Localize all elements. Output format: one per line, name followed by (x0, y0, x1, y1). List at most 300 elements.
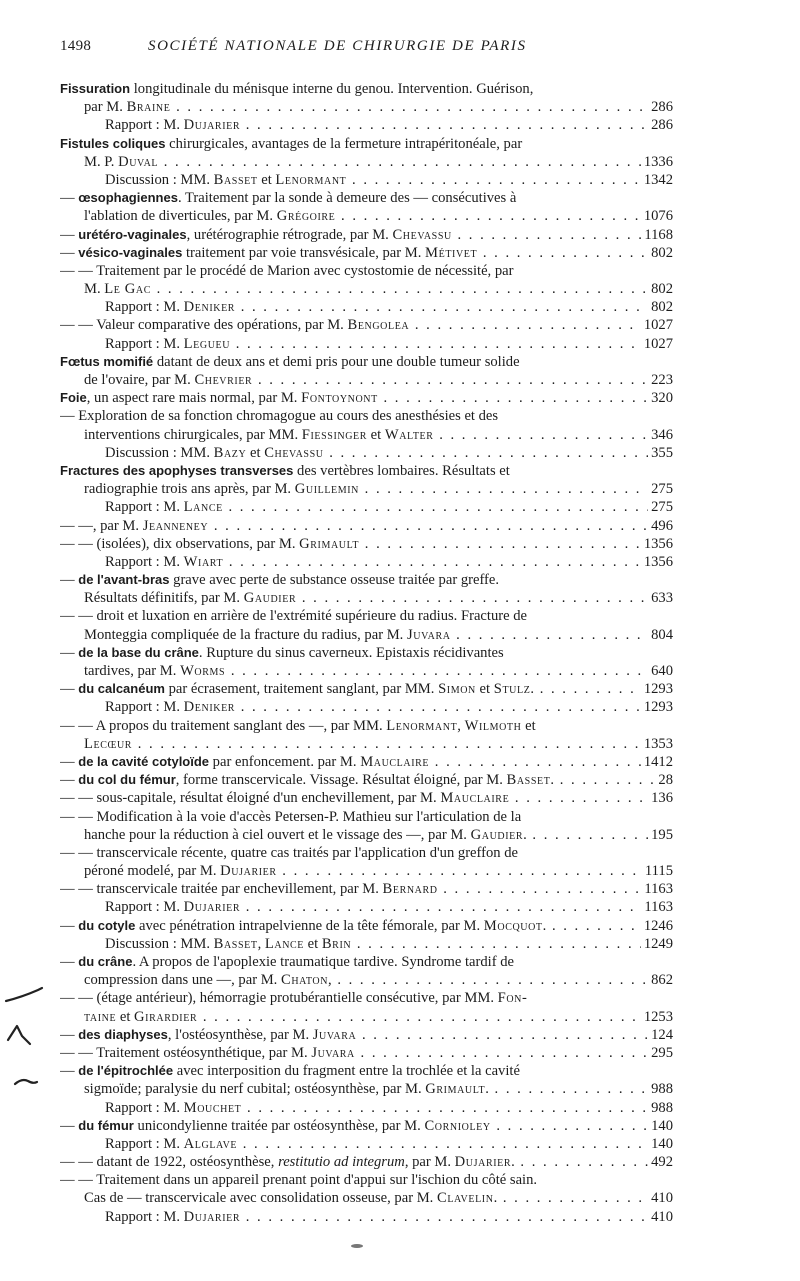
entry-text: — — (isolées), dix observations, par M. (60, 535, 300, 552)
index-line (60, 1153, 673, 1171)
index-line (60, 1044, 673, 1062)
index-line-text (60, 227, 673, 243)
entry-text: Rapport : M. (105, 299, 184, 316)
entry-text: — — Traitement dans un appareil prenant point d'appui sur l'ischion du côté sain. (60, 1172, 538, 1189)
author-name: Dujarier (183, 1208, 241, 1225)
entry-text: — —, par M. (60, 517, 143, 534)
index-line (60, 498, 673, 516)
index-keyword: de l'avant-bras (78, 572, 170, 588)
author-name: Juvara (311, 1044, 355, 1061)
entry-text: hanche pour la réduction à ciel ouvert et le vissage des —, par M. (84, 826, 471, 843)
page-reference: 1353 (641, 735, 673, 753)
pencil-dash-mark (6, 988, 42, 1001)
entry-text: sigmoïde; paralysie du nerf cubital; ostéosynthèse, par M. (84, 1081, 426, 1098)
page-reference: 286 (648, 116, 673, 134)
author-name: Grimault (425, 1081, 486, 1098)
index-line-text (60, 518, 673, 534)
index-line (60, 280, 673, 298)
page-reference: 1115 (642, 862, 673, 880)
entry-text: Discussion : MM. (105, 935, 214, 952)
author-name: Simon (438, 681, 476, 698)
index-line-text (60, 390, 673, 406)
page-reference: 346 (648, 426, 673, 444)
index-line (60, 207, 673, 225)
page-reference: 136 (648, 789, 673, 807)
index-line (60, 880, 673, 898)
index-line (60, 1208, 673, 1226)
entry-text: , l'ostéosynthèse, par M. (167, 1026, 313, 1043)
entry-text: chirurgicales, avantages de la fermeture intrapéritonéale, par (165, 135, 523, 152)
page-reference: 802 (648, 280, 673, 298)
index-line (60, 680, 673, 698)
entry-text: . (493, 1190, 498, 1207)
index-line-text (60, 1172, 537, 1188)
entry-text: , forme transcervicale. Vissage. Résultat éloigné, par M. (175, 772, 507, 789)
index-line-text (60, 790, 673, 806)
index-line (60, 1062, 673, 1080)
entry-text: péroné modelé, par M. (84, 863, 221, 880)
index-keyword: du col du fémur (78, 772, 176, 788)
author-name: Guillemin (294, 481, 359, 498)
index-line (60, 426, 673, 444)
index-line (60, 335, 673, 353)
index-line (60, 98, 673, 116)
entry-text: et (304, 935, 322, 952)
page-reference: 1253 (641, 1008, 673, 1026)
entry-text: . (485, 1081, 489, 1098)
author-name: Dujarier (220, 863, 277, 880)
page-reference: 275 (648, 498, 673, 516)
entry-text: — — Traitement par le procédé de Marion avec cystostomie de nécessité, par (60, 262, 514, 279)
entry-text: — — droit et luxation en arrière de l'extrémité supérieure du radius. Fracture de (60, 608, 528, 625)
index-line (60, 1080, 673, 1098)
author-name: Chevrier (194, 372, 253, 388)
index-keyword: du cotyle (78, 917, 136, 933)
page-reference: 1336 (641, 153, 673, 171)
index-line (60, 607, 673, 625)
index-line-text (60, 245, 673, 261)
author-name: Basset (213, 171, 258, 188)
entry-text: — (60, 190, 79, 207)
author-name: Fiessinger (301, 426, 368, 443)
entry-text: Rapport : M. (105, 553, 184, 570)
page-reference: 640 (648, 662, 673, 680)
author-name: Mauclaire (360, 753, 430, 770)
running-title: SOCIÉTÉ NATIONALE DE CHIRURGIE DE PARIS (148, 38, 527, 54)
index-line-text (84, 863, 673, 879)
entry-text: par enfoncement. par M. (209, 753, 361, 770)
index-line (60, 571, 673, 589)
entry-text: — — A propos du traitement sanglant des —, par MM. (60, 717, 387, 734)
entry-text: . (511, 1154, 515, 1171)
author-name: Bernard (382, 881, 438, 898)
index-keyword: des diaphyses (78, 1026, 168, 1042)
author-name: Deniker (183, 299, 236, 316)
page-reference: 124 (648, 1026, 673, 1044)
index-line (60, 153, 673, 171)
index-line (60, 971, 673, 989)
index-keyword: de la base du crâne (78, 644, 199, 660)
page-reference: 1027 (641, 316, 673, 334)
page-reference: 295 (648, 1044, 673, 1062)
index-line (60, 898, 673, 916)
entry-text: radiographie trois ans après, par M. (84, 481, 295, 498)
page-reference: 286 (648, 98, 673, 116)
entry-text: l'ablation de diverticules, par M. (84, 208, 277, 225)
index-line-text (84, 736, 673, 752)
entry-text: — Exploration de sa fonction chromagogue au cours des anesthésies et des (60, 408, 499, 425)
entry-text: — (60, 954, 79, 970)
author-name: Gaudier (243, 590, 297, 607)
index-line (60, 407, 673, 425)
index-line (60, 698, 673, 716)
index-line (60, 1117, 673, 1135)
entry-text: Rapport : M. (105, 699, 184, 716)
page-reference: 988 (648, 1080, 673, 1098)
page-reference: 1356 (641, 535, 673, 553)
page-reference: 1076 (641, 207, 673, 225)
index-line-text (60, 1063, 520, 1079)
index-line (60, 262, 673, 280)
index-keyword: du fémur (78, 1117, 134, 1133)
author-name: Worms (180, 663, 226, 679)
author-name: Wiart (183, 553, 224, 570)
index-line-text (84, 663, 673, 679)
entry-text: et (246, 444, 265, 461)
page-reference: 355 (648, 444, 673, 462)
author-name: Basset (213, 935, 258, 952)
index-keyword: Fissuration (60, 81, 131, 96)
entry-text: compression dans une —, par M. (84, 972, 281, 989)
entry-text: Discussion : MM. (105, 444, 214, 461)
entry-text: Rapport : M. (105, 899, 184, 916)
entry-text: unicondylienne traitée par ostéosynthèse, par M. (133, 1117, 425, 1134)
entry-text: Monteggia compliquée de la fracture du radius, par M. (84, 626, 407, 643)
index-line-text (105, 499, 673, 515)
entry-text: avec pénétration intrapelvienne de la tête fémorale, par M. (135, 917, 484, 934)
index-line (60, 1189, 673, 1207)
author-name: taine (84, 1008, 117, 1025)
index-line (60, 953, 673, 971)
page-reference: 804 (648, 626, 673, 644)
author-name: Lenormant (386, 717, 458, 734)
page-reference: 28 (655, 771, 673, 789)
index-line (60, 189, 673, 207)
index-line (60, 1008, 673, 1026)
author-name: Chaton (280, 972, 329, 989)
author-name: Mouchet (183, 1099, 242, 1116)
index-line-text (60, 1154, 673, 1170)
entry-text: — — datant de 1922, ostéosynthèse, (60, 1154, 279, 1171)
entry-text: — — transcervicale récente, quatre cas traités par l'application d'un greffon de (60, 844, 518, 861)
entry-text: — — sous-capitale, résultat éloigné d'un enchevillement, par M. (60, 790, 441, 807)
entry-text: — (60, 244, 79, 261)
index-line-text (84, 972, 673, 988)
entry-text: et (521, 717, 536, 734)
index-line-text (60, 754, 673, 770)
index-line-text (105, 299, 673, 315)
entry-text: Rapport : M. (105, 1135, 184, 1152)
index-line (60, 717, 673, 735)
index-line (60, 389, 673, 407)
author-name: Grimault (299, 535, 360, 552)
pencil-margin-marks (0, 0, 60, 1281)
entry-text: — — transcervicale traitée par enchevillement, par M. (60, 881, 383, 898)
entry-text: et (367, 426, 385, 443)
index-line-text (84, 1081, 673, 1097)
index-line-text (60, 572, 499, 588)
entry-text: — (60, 226, 79, 243)
index-line-text (60, 190, 516, 206)
entry-text: — (60, 917, 79, 934)
index-line-text (60, 645, 504, 661)
entry-text: , (457, 717, 465, 734)
index-line-text (60, 1045, 673, 1061)
author-name: Lance (183, 499, 223, 516)
index-line (60, 844, 673, 862)
index-line (60, 989, 673, 1007)
author-name: Dujarier (183, 117, 241, 134)
entry-text: avec interposition du fragment entre la trochlée et la cavité (173, 1063, 520, 1080)
index-line-text (84, 627, 673, 643)
page-reference: 633 (648, 589, 673, 607)
entry-text: Rapport : M. (105, 335, 184, 352)
index-line-text (84, 208, 673, 224)
index-line (60, 371, 673, 389)
page-reference: 275 (648, 480, 673, 498)
index-line-text (60, 954, 514, 970)
author-name: Gaudier (470, 826, 524, 843)
index-line-text (84, 427, 673, 443)
entry-text: , (328, 972, 332, 989)
author-name: Deniker (183, 699, 236, 716)
entry-text: tardives, par M. (84, 663, 181, 679)
page-header (60, 38, 676, 56)
entry-text: — — Modification à la voie d'accès Petersen-P. Mathieu sur l'articulation de la (60, 808, 522, 825)
author-name: Lance (264, 935, 304, 952)
entry-text: — — (étage antérieur), hémorragie protubérantielle consécutive, par MM. (60, 990, 498, 1007)
page-reference: 410 (648, 1208, 673, 1226)
entry-text: Rapport : M. (105, 1208, 184, 1225)
index-keyword: Fractures des apophyses transverses (60, 462, 294, 478)
entry-text: Rapport : M. (105, 117, 184, 134)
entry-text: — — Traitement ostéosynthétique, par M. (60, 1044, 312, 1061)
entry-text: et (475, 681, 494, 698)
author-name: Jeanneney (142, 517, 209, 534)
page-reference: 140 (648, 1117, 673, 1135)
index-line-text (60, 990, 527, 1006)
entry-text: Rapport : M. (105, 499, 184, 516)
index-line-text (60, 317, 673, 333)
page-reference: 988 (648, 1099, 673, 1117)
page-reference: 496 (648, 517, 673, 535)
page-reference: 223 (648, 371, 673, 389)
index-keyword: de l'épitrochlée (78, 1063, 174, 1079)
entry-text: Résultats définitifs, par M. (84, 590, 244, 607)
author-name: Bazy (213, 444, 247, 461)
index-line-text (60, 608, 527, 624)
entry-text: , (257, 935, 265, 952)
pencil-tilde-mark (15, 1080, 37, 1084)
index-line (60, 1026, 673, 1044)
page-reference: 1412 (641, 753, 673, 771)
author-name: Lenormant (275, 171, 347, 188)
index-keyword: de la cavité cotyloïde (78, 753, 210, 769)
index-line-text (105, 445, 673, 461)
index-line-text (60, 845, 518, 861)
page-reference: 320 (648, 389, 673, 407)
entry-text: traitement par voie transvésicale, par M. (182, 244, 426, 261)
index-line (60, 553, 673, 571)
index-line (60, 808, 673, 826)
author-name: Duval (118, 153, 159, 170)
entry-text: . A propos de l'apoplexie traumatique tardive. Syndrome tardif de (132, 954, 514, 970)
entry-text: , urétérographie rétrograde, par M. (186, 226, 393, 243)
page-reference: 1293 (641, 680, 673, 698)
author-name: Mauclaire (440, 790, 510, 807)
author-name: Legueu (183, 335, 231, 352)
page-reference: 1246 (641, 917, 673, 935)
page-reference: 140 (648, 1135, 673, 1153)
author-name: Brin (321, 935, 352, 952)
entry-text: des vertèbres lombaires. Résultats et (293, 462, 510, 479)
index-line (60, 1099, 673, 1117)
index-line (60, 644, 673, 662)
entry-text: . (523, 826, 527, 843)
page-reference: 195 (648, 826, 673, 844)
index-line-text (105, 1136, 673, 1152)
entry-text: et (257, 171, 276, 188)
index-keyword: œsophagiennes (78, 190, 178, 206)
entry-text: Rapport : M. (105, 1099, 184, 1116)
page-reference: 1249 (641, 935, 673, 953)
entry-text: — (60, 753, 79, 770)
index-keyword: urétéro-vaginales (78, 226, 187, 242)
index-line-text (60, 136, 522, 152)
author-name: Métivet (425, 244, 478, 261)
author-name: Wilmoth (464, 717, 522, 734)
page-reference: 1027 (641, 335, 673, 353)
index-line (60, 80, 673, 98)
author-name: Chevassu (264, 444, 324, 461)
index-line (60, 626, 673, 644)
page-number: 1498 (60, 38, 92, 54)
entry-text: . (530, 681, 535, 698)
index-line-text (84, 99, 673, 115)
index-line (60, 735, 673, 753)
author-name: Cornioley (424, 1117, 491, 1134)
index-line (60, 753, 673, 771)
index-keyword: Fœtus momifié (60, 353, 154, 369)
index-line (60, 316, 673, 334)
author-name: Alglave (183, 1135, 238, 1152)
index-line-text (60, 881, 673, 897)
index-line-text (105, 1100, 673, 1116)
index-line (60, 353, 673, 371)
index-line-text (60, 81, 533, 97)
page-reference: 410 (648, 1189, 673, 1207)
entry-text: M. P. (84, 153, 119, 170)
index-line (60, 826, 673, 844)
index-line (60, 171, 673, 189)
index-line-text (60, 1118, 673, 1134)
index-line (60, 244, 673, 262)
index-line (60, 917, 673, 935)
author-name: Walter (384, 426, 434, 443)
entry-text: — (60, 1117, 79, 1134)
index-line (60, 480, 673, 498)
index-line-text (60, 463, 510, 479)
entry-text: . (542, 917, 547, 934)
index-line (60, 862, 673, 880)
index-line-text (60, 263, 513, 279)
index-line (60, 1135, 673, 1153)
index-line-text (84, 154, 673, 170)
author-name: Fontoynont (301, 390, 378, 407)
index-line-text (60, 408, 498, 424)
page-reference: 862 (648, 971, 673, 989)
index-line-text (84, 1190, 673, 1206)
index-line (60, 935, 673, 953)
entry-text: — — Valeur comparative des opérations, par M. (60, 317, 348, 334)
page-reference: 1356 (641, 553, 673, 571)
page-reference: 1342 (641, 171, 673, 189)
author-name: Dujarier (183, 899, 241, 916)
index-line (60, 226, 673, 244)
index-line-text (60, 809, 521, 825)
entry-text: . (550, 772, 555, 789)
entry-text: et (116, 1008, 135, 1025)
entry-text: Discussion : MM. (105, 171, 214, 188)
index-line-text (84, 481, 673, 497)
author-name: Clavelin (436, 1190, 494, 1207)
entry-text: restitutio ad integrum (278, 1154, 405, 1171)
index-keyword: Fistules coliques (60, 135, 166, 151)
index-line-text (60, 536, 673, 552)
index-line-text (105, 172, 673, 188)
index-line-text (60, 1027, 673, 1043)
author-name: Basset (506, 772, 551, 789)
index-line (60, 135, 673, 153)
page-reference: 1293 (641, 698, 673, 716)
entry-text: interventions chirurgicales, par MM. (84, 426, 302, 443)
index-line-text (84, 1009, 673, 1025)
index-line-text (105, 554, 673, 570)
entry-text: . Traitement par la sonde à demeure des — consécutives à (177, 190, 517, 207)
entry-text: par M. (84, 99, 127, 116)
author-name: Chevassu (392, 226, 452, 243)
entry-text: — (60, 681, 79, 698)
author-name: Juvara (312, 1026, 357, 1043)
index-keyword: vésico-vaginales (78, 244, 183, 260)
entry-text: — (60, 572, 79, 589)
index-line-text (105, 699, 673, 715)
author-name: Fon- (497, 990, 528, 1007)
index-line (60, 116, 673, 134)
index-keyword: du crâne (78, 954, 133, 969)
index-line-text (105, 336, 673, 352)
author-name: Mocquot (483, 917, 543, 934)
index-line-text (84, 372, 673, 388)
index-keyword: Foie (60, 390, 87, 406)
entry-text: — (60, 1063, 79, 1080)
index-line-text (105, 1209, 673, 1225)
entry-text: — (60, 1026, 79, 1043)
entry-text: Cas de — transcervicale avec consolidation osseuse, par M. (84, 1190, 437, 1207)
author-name: Grégoire (276, 208, 336, 225)
page-reference: 802 (648, 298, 673, 316)
author-name: Girardier (134, 1008, 198, 1025)
